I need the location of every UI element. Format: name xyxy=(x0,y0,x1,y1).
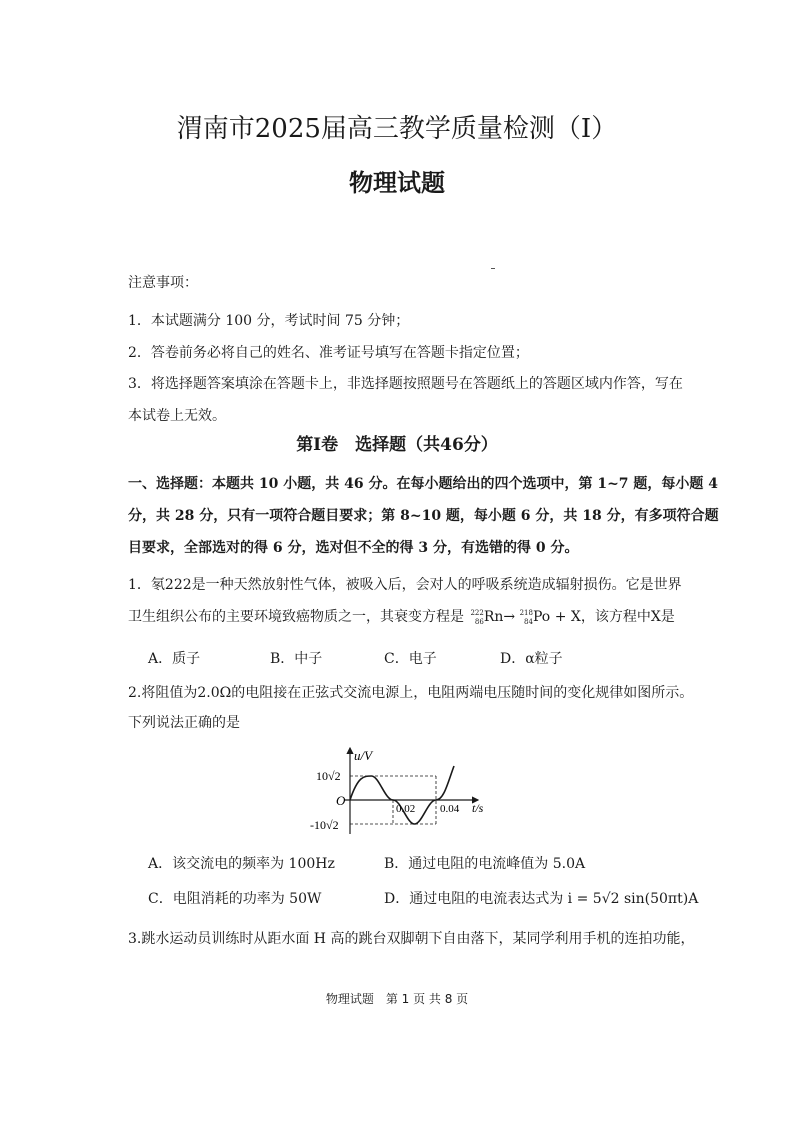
exam-title: 渭南市2025届高三教学质量检测（I） xyxy=(176,114,618,144)
page-footer: 物理试题 第 1 页 共 8 页 xyxy=(325,992,469,1006)
notice-heading: 注意事项： xyxy=(128,275,198,291)
plus-x: + X xyxy=(554,609,581,625)
q2-option-d: D．通过电阻的电流表达式为 i = 5√2 sin(50πt)A xyxy=(384,891,699,907)
rn-mass-number: 222 xyxy=(470,609,484,617)
q1-line-2-tail: ，该方程中X是 xyxy=(580,609,675,625)
x-axis-label: t/s xyxy=(472,801,484,815)
notice-item-2: 2．答卷前务必将自己的姓名、准考证号填写在答题卡指定位置； xyxy=(128,345,529,361)
q1-option-a: A．质子 xyxy=(148,651,201,667)
po-nuclide-numbers xyxy=(520,608,533,626)
po-mass-number: 218 xyxy=(519,609,533,617)
x-tick-1: 0.02 xyxy=(396,803,416,815)
y-axis-label: u/V xyxy=(354,748,373,763)
notice-item-3-cont: 本试卷上无效。 xyxy=(128,408,226,424)
notice-item-3: 3．将选择题答案填涂在答题卡上，非选择题按照题号在答题纸上的答题区域内作答，写在 xyxy=(128,376,683,392)
q1-line-2-text: 卫生组织公布的主要环境致癌物质之一，其衰变方程是 xyxy=(128,609,464,625)
q1-option-c: C．电子 xyxy=(384,651,437,667)
section-intro-line-1: 一、选择题：本题共 10 小题，共 46 分。在每小题给出的四个选项中，第 1~7 题，每小题 4 xyxy=(128,476,719,492)
voltage-time-graph xyxy=(300,738,500,838)
rn-symbol: Rn xyxy=(483,609,504,625)
sine-curve xyxy=(350,766,454,824)
origin-label: O xyxy=(336,793,346,808)
x-tick-2: 0.04 xyxy=(440,803,460,815)
section-title: 第Ⅰ卷 选择题（共46分） xyxy=(296,435,498,455)
q2-option-c: C．电阻消耗的功率为 50W xyxy=(148,891,322,907)
exam-subtitle: 物理试题 xyxy=(349,168,445,197)
y-tick-bottom: -10√2 xyxy=(310,818,339,832)
po-atomic-number: 84 xyxy=(524,618,533,626)
q1-option-b: B．中子 xyxy=(270,651,323,667)
q1-option-d: D．α粒子 xyxy=(500,651,563,667)
q1-line-1: 1．氡222是一种天然放射性气体，被吸入后，会对人的呼吸系统造成辐射损伤。它是世界 xyxy=(128,577,682,593)
decay-arrow: → xyxy=(503,609,516,625)
y-tick-top: 10√2 xyxy=(316,769,341,783)
q2-line-2: 下列说法正确的是 xyxy=(128,715,240,731)
q2-line-1: 2.将阻值为2.0Ω的电阻接在正弦式交流电源上，电阻两端电压随时间的变化规律如图所示。 xyxy=(128,685,694,701)
po-symbol: Po xyxy=(532,609,551,625)
q1-line-2 xyxy=(128,606,675,626)
rn-atomic-number: 86 xyxy=(474,618,484,626)
q2-option-a: A．该交流电的频率为 100Hz xyxy=(148,856,335,872)
q3-line-1: 3.跳水运动员训练时从距水面 H 高的跳台双脚朝下自由落下，某同学利用手机的连拍功能， xyxy=(128,931,695,947)
q2-option-b: B．通过电阻的电流峰值为 5.0A xyxy=(384,856,586,872)
rn-nuclide-numbers xyxy=(470,608,483,626)
scan-mark xyxy=(491,268,495,269)
section-intro-line-3: 目要求，全部选对的得 6 分，选对但不全的得 3 分，有选错的得 0 分。 xyxy=(128,540,579,556)
notice-item-1: 1．本试题满分 100 分，考试时间 75 分钟； xyxy=(128,313,410,329)
section-intro-line-2: 分，共 28 分，只有一项符合题目要求；第 8~10 题，每小题 6 分，共 18 分，有多项符合题 xyxy=(128,508,719,524)
